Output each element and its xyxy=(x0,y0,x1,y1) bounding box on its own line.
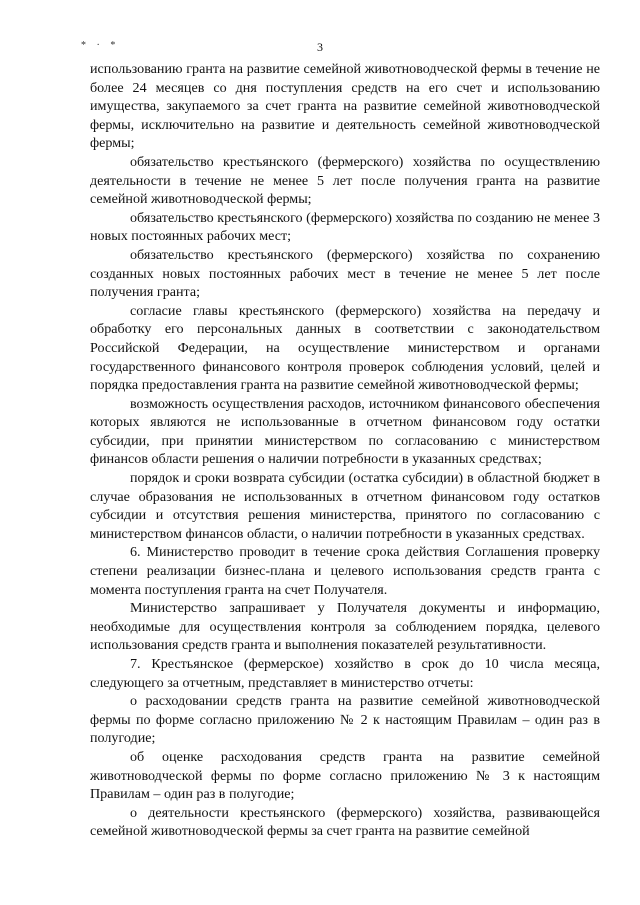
scan-marks: * · * xyxy=(81,40,120,51)
paragraph: обязательство крестьянского (фермерского) хозяйства по созданию не менее 3 новых постоянных рабочих мест; xyxy=(90,209,600,245)
document-body xyxy=(90,60,600,841)
paragraph-item-6: 6. Министерство проводит в течение срока действия Соглашения проверку степени реализации бизнес-плана и целевого использования средств гранта с момента поступления гранта на счет Получателя. xyxy=(90,544,600,598)
paragraph-continuation: использованию гранта на развитие семейной животноводческой фермы в течение не более 24 месяцев со дня поступления средств на его счет и использованию имущества, закупаемого за счет гранта на развитие семейной животноводческой фермы, исключительно на развитие и деятельность семейной животноводческой фермы; xyxy=(90,61,600,152)
paragraph: об оценке расходования средств гранта на развитие семейной животноводческой фермы по форме согласно приложению № 3 к настоящим Правилам – один раз в полугодие; xyxy=(90,748,600,803)
paragraph: порядок и сроки возврата субсидии (остатка субсидии) в областной бюджет в случае образования не использованных в отчетном финансовом году остатков субсидии и отсутствия решения министерства, принятого по согласованию с министерством финансов области, о наличии потребности в указанных средствах. xyxy=(90,470,600,542)
paragraph: обязательство крестьянского (фермерского) хозяйства по осуществлению деятельности в течение не менее 5 лет после получения гранта на развитие семейной животноводческой фермы; xyxy=(90,153,600,208)
paragraph: обязательство крестьянского (фермерского) хозяйства по сохранению созданных новых постоянных рабочих мест в течение не менее 5 лет после получения гранта; xyxy=(90,246,600,301)
paragraph-item-7: 7. Крестьянское (фермерское) хозяйство в срок до 10 числа месяца, следующего за отчетным, представляет в министерство отчеты: xyxy=(90,656,600,691)
page-number: 3 xyxy=(317,40,323,54)
paragraph: о расходовании средств гранта на развитие семейной животноводческой фермы по форме согласно приложению № 2 к настоящим Правилам – один раз в полугодие; xyxy=(90,693,600,747)
paragraph: согласие главы крестьянского (фермерского) хозяйства на передачу и обработку его персональных данных в соответствии с законодательством Российской Федерации, на осуществление министерством и органами государственного финансового контроля проверок соблюдения условий, целей и порядка предоставления гранта на развитие семейной животноводческой фермы; xyxy=(90,302,600,394)
paragraph: о деятельности крестьянского (фермерского) хозяйства, развивающейся семейной животноводческой фермы за счет гранта на развитие семейной xyxy=(90,804,600,840)
paragraph: Министерство запрашивает у Получателя документы и информацию, необходимые для осуществления контроля за соблюдением порядка, целевого использования средств гранта и выполнения показателей результативности. xyxy=(90,600,600,654)
paragraph: возможность осуществления расходов, источником финансового обеспечения которых являются не использованные в отчетном финансовом году остатки субсидии, при принятии министерством по согласованию с министерством финансов области решения о наличии потребности в указанных средствах; xyxy=(90,395,600,468)
